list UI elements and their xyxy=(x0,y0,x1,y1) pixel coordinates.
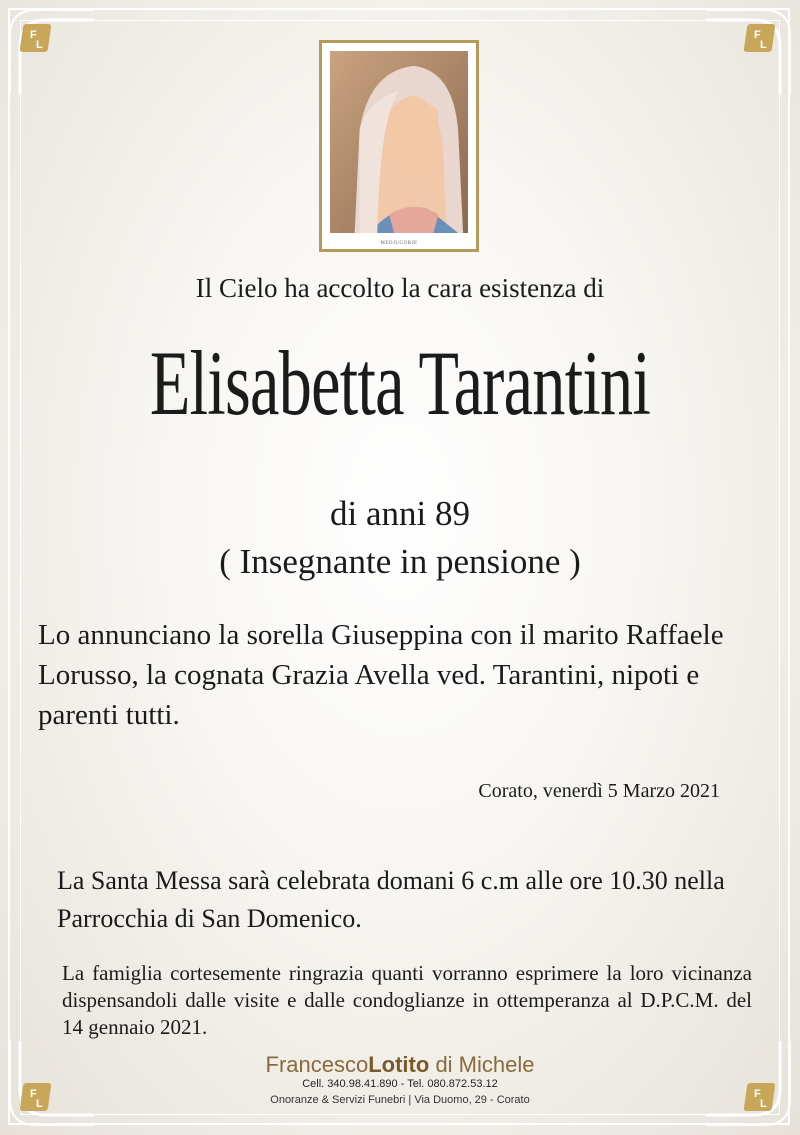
svg-text:L: L xyxy=(760,39,767,51)
contact-line: Cell. 340.98.41.890 - Tel. 080.872.53.12 xyxy=(302,1078,498,1090)
funeral-home-brand xyxy=(0,1052,800,1078)
brand-suffix: di Michele xyxy=(435,1052,535,1077)
brand-first-name: Francesco xyxy=(265,1052,369,1077)
portrait-caption: MEDJUGORJE xyxy=(380,241,418,246)
fl-logo-icon xyxy=(744,20,780,56)
announcement-text: Lo annunciano la sorella Giuseppina con il marito Raffaele Lorusso, la cognata Grazia Avella ved. Tarantini, nipoti e parenti tutti. xyxy=(38,619,724,731)
profession-line: ( Insegnante in pensione ) xyxy=(219,542,581,581)
madonna-image xyxy=(330,51,468,233)
svg-text:F: F xyxy=(754,1088,761,1100)
svg-text:L: L xyxy=(760,1098,767,1110)
svg-text:L: L xyxy=(36,1098,43,1110)
svg-text:F: F xyxy=(30,1088,37,1100)
svg-text:F: F xyxy=(754,29,761,41)
address-line: Onoranze & Servizi Funebri | Via Duomo, 29 - Corato xyxy=(270,1094,530,1106)
age-line: di anni 89 xyxy=(330,494,470,533)
svg-text:L: L xyxy=(36,39,43,51)
fl-logo-icon xyxy=(20,20,56,56)
memorial-portrait xyxy=(319,40,479,252)
thanks-notice: La famiglia cortesemente ringrazia quanti vorranno esprimere la loro vicinanza dispensandoli dalle visite e dalle condoglianze in ottemperanza al D.P.C.M. del 14 gennaio 2021. xyxy=(62,961,752,1039)
mass-notice: La Santa Messa sarà celebrata domani 6 c.m alle ore 10.30 nella Parrocchia di San Domenico. xyxy=(57,866,725,933)
brand-last-name: Lotito xyxy=(368,1052,430,1077)
date-line: Corato, venerdì 5 Marzo 2021 xyxy=(478,780,720,802)
deceased-name: Elisabetta Tarantini xyxy=(149,332,651,434)
svg-text:F: F xyxy=(30,29,37,41)
intro-line: Il Cielo ha accolto la cara esistenza di xyxy=(195,273,605,303)
